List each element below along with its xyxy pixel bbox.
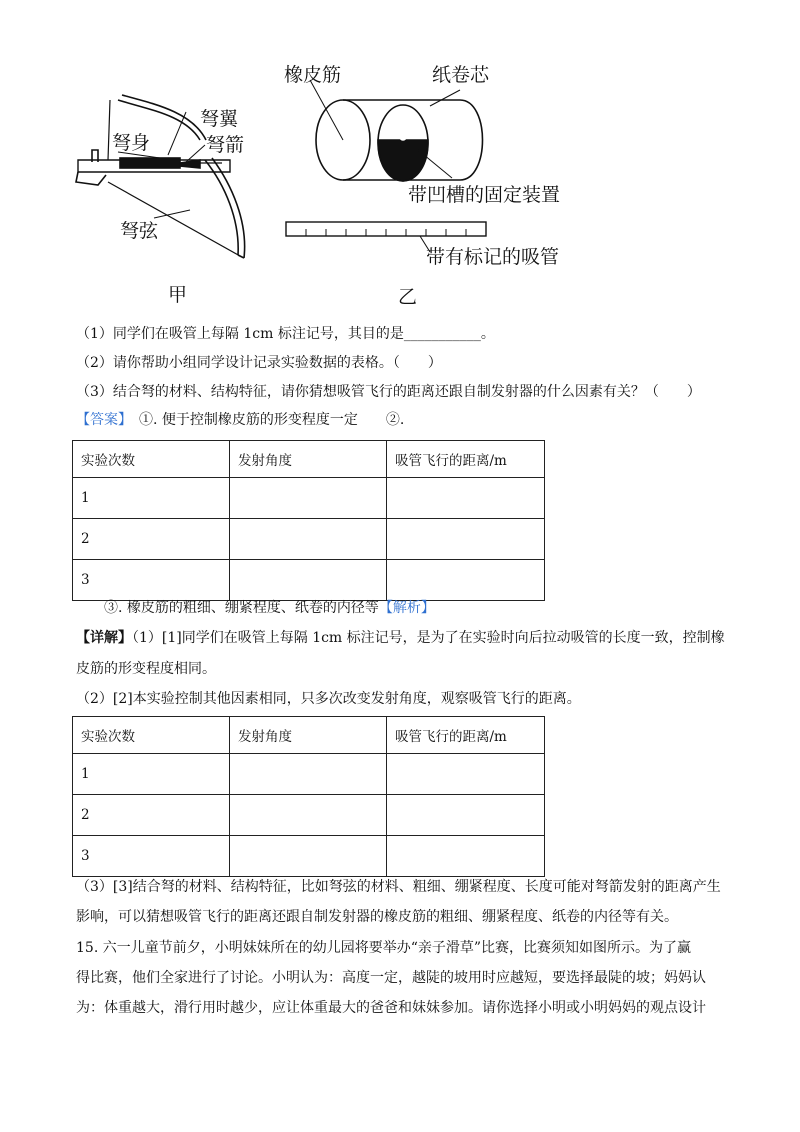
table-cell xyxy=(387,478,545,519)
table-row xyxy=(73,754,545,795)
data-table-answer xyxy=(72,440,545,601)
table-cell: 2 xyxy=(73,795,230,836)
table-cell: 1 xyxy=(73,478,230,519)
table-row xyxy=(73,560,545,601)
table-header-cell: 发射角度 xyxy=(230,717,387,754)
detail-p1-line1 xyxy=(76,628,725,648)
question-15-line1: 15. 六一儿童节前夕，小明妹妹所在的幼儿园将要举办“亲子滑草”比赛，比赛须知如图所示。为了赢 xyxy=(76,940,692,956)
experiment-figure xyxy=(0,0,800,310)
paper-roll-diagram xyxy=(310,80,483,181)
table-header-cell: 发射角度 xyxy=(230,441,387,478)
label-crossbow-wing: 弩翼 xyxy=(200,108,239,130)
answer-part3: ③. 橡皮筋的粗细、绷紧程度、纸卷的内径等 xyxy=(104,600,379,616)
label-crossbow-string: 弩弦 xyxy=(120,220,159,242)
detail-p2: （2）[2]本实验控制其他因素相同，只多次改变发射角度，观察吸管飞行的距离。 xyxy=(76,691,581,707)
label-paper-core: 纸卷芯 xyxy=(432,64,490,86)
detail-p1-text: （1）[1]同学们在吸管上每隔 1cm 标注记号，是为了在实验时向后拉动吸管的长度一致，控制橡 xyxy=(132,630,725,646)
detail-p3-line2: 影响，可以猜想吸管飞行的距离还跟自制发射器的橡皮筋的粗细、绷紧程度、纸卷的内径等有关。 xyxy=(76,909,678,925)
label-crossbow-body: 弩身 xyxy=(112,132,151,154)
table-cell xyxy=(387,795,545,836)
table-cell xyxy=(387,754,545,795)
table-header-cell: 实验次数 xyxy=(73,441,230,478)
analysis-tag: 【解析】 xyxy=(378,600,435,616)
table-cell xyxy=(230,478,387,519)
label-straw: 带有标记的吸管 xyxy=(426,246,560,268)
question-15-line3: 为：体重越大，滑行用时越少，应让体重最大的爸爸和妹妹参加。请你选择小明或小明妈妈的观点设计 xyxy=(76,1000,706,1016)
table-cell xyxy=(230,754,387,795)
table-row xyxy=(73,795,545,836)
label-crossbow-arrow: 弩箭 xyxy=(206,134,245,156)
question-3: （3）结合弩的材料、结构特征，请你猜想吸管飞行的距离还跟自制发射器的什么因素有关？（ ） xyxy=(76,384,701,400)
table-header-cell: 实验次数 xyxy=(73,717,230,754)
question-15-line2: 得比赛，他们全家进行了讨论。小明认为：高度一定，越陡的坡用时应越短，要选择最陡的坡；妈妈认 xyxy=(76,970,706,986)
table-cell xyxy=(387,560,545,601)
table-row xyxy=(73,836,545,877)
table-header-cell: 吸管飞行的距离/m xyxy=(387,441,545,478)
answer-part1: ①. 便于控制橡皮筋的形变程度一定 ②. xyxy=(125,412,405,428)
table-header-row xyxy=(73,717,545,754)
table-cell: 1 xyxy=(73,754,230,795)
label-fixture: 带凹槽的固定装置 xyxy=(408,184,561,206)
caption-yi: 乙 xyxy=(398,286,418,308)
question-2: （2）请你帮助小组同学设计记录实验数据的表格。（ ） xyxy=(76,355,442,371)
table-cell xyxy=(230,836,387,877)
table-header-row xyxy=(73,441,545,478)
detail-p3-line1: （3）[3]结合弩的材料、结构特征，比如弩弦的材料、粗细、绷紧程度、长度可能对弩箭发射的距离产生 xyxy=(76,879,721,895)
table-cell xyxy=(230,519,387,560)
data-table-detail xyxy=(72,716,545,877)
table-cell xyxy=(387,519,545,560)
table-cell xyxy=(230,560,387,601)
caption-jia: 甲 xyxy=(168,284,188,306)
table-cell: 3 xyxy=(73,836,230,877)
detail-tag: 【详解】 xyxy=(76,630,132,646)
detail-p1-line2: 皮筋的形变程度相同。 xyxy=(76,661,216,677)
answer-part3-line xyxy=(104,598,435,618)
question-1: （1）同学们在吸管上每隔 1cm 标注记号，其目的是___________。 xyxy=(76,326,495,342)
table-cell xyxy=(387,836,545,877)
answer-tag: 【答案】 xyxy=(76,412,125,428)
table-header-cell: 吸管飞行的距离/m xyxy=(387,717,545,754)
label-rubber-band: 橡皮筋 xyxy=(284,64,342,86)
table-cell: 2 xyxy=(73,519,230,560)
table-row xyxy=(73,478,545,519)
answer-line xyxy=(76,410,404,430)
table-row xyxy=(73,519,545,560)
table-cell xyxy=(230,795,387,836)
table-cell: 3 xyxy=(73,560,230,601)
